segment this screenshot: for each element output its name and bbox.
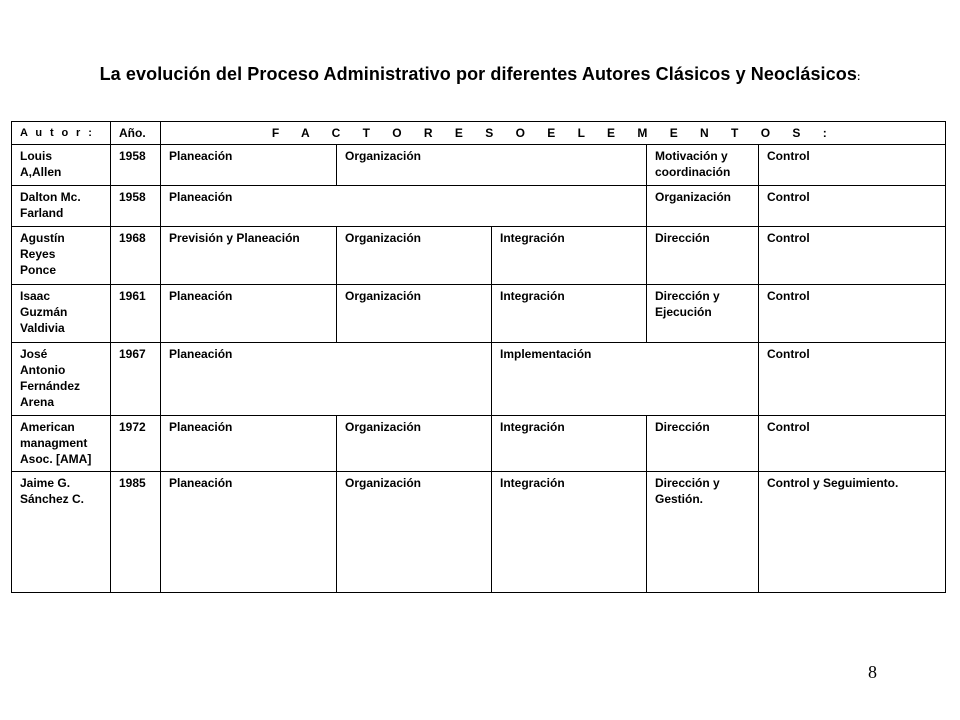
table-row	[12, 416, 946, 472]
cell-anio: 1967	[111, 343, 161, 416]
cell-factor: Organización	[337, 285, 492, 343]
cell-autor: Jaime G. Sánchez C.	[12, 472, 111, 593]
cell-factor: Integración	[492, 472, 647, 593]
cell-factor: Organización	[337, 227, 492, 285]
header-factores: F A C T O R E S O E L E M E N T O S :	[161, 122, 946, 145]
cell-factor: Planeación	[161, 145, 337, 186]
cell-factor: Planeación	[161, 285, 337, 343]
cell-factor: Organización	[337, 145, 647, 186]
cell-factor: Organización	[647, 186, 759, 227]
header-anio: Año.	[111, 122, 161, 145]
cell-autor: Isaac Guzmán Valdivia	[12, 285, 111, 343]
table-row	[12, 472, 946, 593]
table-row	[12, 285, 946, 343]
cell-anio: 1958	[111, 145, 161, 186]
cell-factor: Dirección	[647, 416, 759, 472]
page-number: 8	[868, 662, 877, 682]
cell-factor: Control	[759, 416, 946, 472]
cell-autor: Dalton Mc. Farland	[12, 186, 111, 227]
cell-autor: American managment Asoc. [AMA]	[12, 416, 111, 472]
cell-autor: Louis A,Allen	[12, 145, 111, 186]
cell-factor: Control	[759, 186, 946, 227]
cell-factor: Dirección y Gestión.	[647, 472, 759, 593]
cell-factor: Planeación	[161, 186, 647, 227]
title-colon: :	[856, 72, 861, 83]
cell-anio: 1985	[111, 472, 161, 593]
cell-factor: Dirección	[647, 227, 759, 285]
authors-table	[11, 121, 946, 593]
table-row	[12, 227, 946, 285]
cell-autor: José Antonio Fernández Arena	[12, 343, 111, 416]
cell-anio: 1958	[111, 186, 161, 227]
cell-anio: 1968	[111, 227, 161, 285]
cell-factor: Control	[759, 145, 946, 186]
cell-factor: Organización	[337, 472, 492, 593]
table-row	[12, 145, 946, 186]
cell-factor: Integración	[492, 416, 647, 472]
header-autor: A u t o r :	[12, 122, 111, 145]
cell-anio: 1972	[111, 416, 161, 472]
cell-factor: Motivación y coordinación	[647, 145, 759, 186]
cell-factor: Planeación	[161, 472, 337, 593]
cell-factor: Control	[759, 285, 946, 343]
cell-factor: Organización	[337, 416, 492, 472]
cell-factor: Previsión y Planeación	[161, 227, 337, 285]
table-row	[12, 186, 946, 227]
cell-factor: Control	[759, 227, 946, 285]
cell-factor: Integración	[492, 285, 647, 343]
cell-autor: Agustín Reyes Ponce	[12, 227, 111, 285]
cell-factor: Dirección y Ejecución	[647, 285, 759, 343]
cell-factor: Implementación	[492, 343, 759, 416]
cell-factor: Control	[759, 343, 946, 416]
cell-factor: Planeación	[161, 416, 337, 472]
cell-factor: Planeación	[161, 343, 492, 416]
page-title: La evolución del Proceso Administrativo por diferentes Autores Clásicos y Neoclásicos:	[99, 64, 861, 84]
table-row	[12, 343, 946, 416]
table-header-row	[12, 122, 946, 145]
cell-factor: Control y Seguimiento.	[759, 472, 946, 593]
cell-factor: Integración	[492, 227, 647, 285]
cell-anio: 1961	[111, 285, 161, 343]
